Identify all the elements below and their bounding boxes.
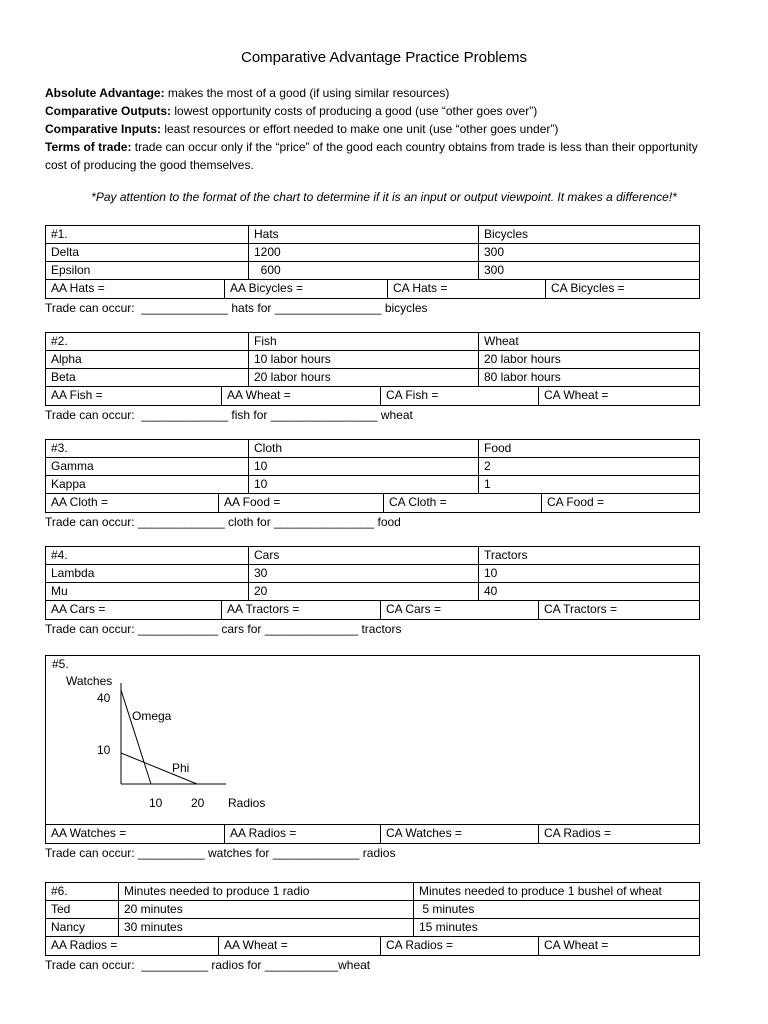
table-cell: 1200	[249, 244, 479, 262]
table-cell: 2	[479, 458, 700, 476]
aa-radios[interactable]: AA Radios =	[51, 938, 118, 952]
ca-second-good[interactable]: CA Bicycles =	[545, 280, 699, 298]
trade-line: Trade can occur: ____________ cars for ______________ tractors	[45, 622, 402, 636]
row-label: Delta	[46, 244, 249, 262]
definition-terms-of-trade: Terms of trade: trade can occur only if the “price” of the good each country obtains from trade is less than their opportunity cost of producing the good themselves.	[45, 140, 698, 172]
ppf-graph	[46, 656, 246, 796]
row-label: Gamma	[46, 458, 249, 476]
row-label: Kappa	[46, 476, 249, 494]
column-header: Minutes needed to produce 1 radio	[119, 883, 414, 901]
table-cell: 10	[479, 565, 700, 583]
answer-row	[45, 387, 700, 406]
problem-table	[45, 225, 700, 280]
problem-2	[45, 332, 700, 424]
table-cell: 300	[479, 262, 700, 280]
column-header: Minutes needed to produce 1 bushel of wheat	[414, 883, 700, 901]
trade-line: Trade can occur: __________ watches for _____________ radios	[45, 846, 396, 860]
table-cell: 10	[249, 458, 479, 476]
problem-table	[45, 882, 700, 937]
definition-absolute-advantage: Absolute Advantage: makes the most of a good (if using similar resources)	[45, 86, 450, 100]
phi-label: Phi	[172, 761, 190, 775]
aa-first-good[interactable]: AA Cloth =	[51, 495, 109, 509]
row-label: Mu	[46, 583, 249, 601]
ca-first-good[interactable]: CA Cars =	[380, 601, 538, 619]
x-tick-label: 10	[149, 796, 163, 810]
omega-label: Omega	[132, 709, 172, 723]
y-tick-label: 40	[97, 691, 111, 705]
aa-first-good[interactable]: AA Hats =	[51, 281, 105, 295]
problem-number: #5.	[52, 657, 69, 671]
x-axis-label: Radios	[228, 796, 266, 810]
table-cell: 20 labor hours	[249, 369, 479, 387]
column-header: Wheat	[479, 333, 700, 351]
answer-row	[45, 280, 700, 299]
row-label: Nancy	[46, 919, 119, 937]
table-cell: 80 labor hours	[479, 369, 700, 387]
problem-table	[45, 546, 700, 601]
problem-6	[45, 882, 700, 974]
table-cell: 20 minutes	[119, 901, 414, 919]
ca-first-good[interactable]: CA Hats =	[387, 280, 545, 298]
answer-row	[45, 601, 700, 620]
ca-radios[interactable]: CA Radios =	[380, 937, 538, 955]
ca-first-good[interactable]: CA Cloth =	[383, 494, 541, 512]
aa-watches[interactable]: AA Watches =	[51, 826, 127, 840]
instruction-note: *Pay attention to the format of the chart to determine if it is an input or output viewpoint. It makes a difference!*	[91, 190, 677, 204]
table-cell: 20 labor hours	[479, 351, 700, 369]
row-label: Beta	[46, 369, 249, 387]
row-label: Epsilon	[46, 262, 249, 280]
column-header: Hats	[249, 226, 479, 244]
ca-radios[interactable]: CA Radios =	[538, 825, 699, 843]
ca-wheat[interactable]: CA Wheat =	[538, 937, 699, 955]
table-cell: 30 minutes	[119, 919, 414, 937]
definitions	[45, 84, 705, 174]
answer-row	[45, 825, 700, 844]
problem-number: #2.	[46, 333, 249, 351]
row-label: Alpha	[46, 351, 249, 369]
problem-4	[45, 546, 700, 638]
table-cell: 10 labor hours	[249, 351, 479, 369]
aa-radios[interactable]: AA Radios =	[224, 825, 380, 843]
problem-1	[45, 225, 700, 317]
row-label: Ted	[46, 901, 119, 919]
problem-number: #6.	[46, 883, 119, 901]
y-axis-label: Watches	[66, 674, 113, 688]
table-cell: 600	[249, 262, 479, 280]
omega-ppf-line	[121, 690, 151, 784]
column-header: Cloth	[249, 440, 479, 458]
column-header: Tractors	[479, 547, 700, 565]
table-cell: 300	[479, 244, 700, 262]
table-cell: 15 minutes	[414, 919, 700, 937]
answer-row	[45, 494, 700, 513]
problem-table	[45, 332, 700, 387]
column-header: Food	[479, 440, 700, 458]
problem-3	[45, 439, 700, 531]
column-header: Cars	[249, 547, 479, 565]
definition-comparative-inputs: Comparative Inputs: least resources or effort needed to make one unit (use “other goes under”)	[45, 122, 559, 136]
table-cell: 30	[249, 565, 479, 583]
table-cell: 20	[249, 583, 479, 601]
ppf-graph-box	[45, 655, 700, 825]
definition-comparative-outputs: Comparative Outputs: lowest opportunity costs of producing a good (use “other goes over”)	[45, 104, 538, 118]
x-tick-label: 20	[191, 796, 205, 810]
table-cell: 5 minutes	[414, 901, 700, 919]
aa-second-good[interactable]: AA Wheat =	[221, 387, 380, 405]
ca-watches[interactable]: CA Watches =	[380, 825, 538, 843]
problem-number: #3.	[46, 440, 249, 458]
answer-row	[45, 937, 700, 956]
ca-second-good[interactable]: CA Food =	[541, 494, 699, 512]
aa-second-good[interactable]: AA Tractors =	[221, 601, 380, 619]
aa-second-good[interactable]: AA Bicycles =	[224, 280, 387, 298]
ca-second-good[interactable]: CA Tractors =	[538, 601, 699, 619]
trade-line: Trade can occur: _____________ fish for ________________ wheat	[45, 408, 413, 422]
table-cell: 10	[249, 476, 479, 494]
problem-number: #1.	[46, 226, 249, 244]
problem-number: #4.	[46, 547, 249, 565]
aa-first-good[interactable]: AA Cars =	[51, 602, 106, 616]
table-cell: 40	[479, 583, 700, 601]
y-tick-label: 10	[97, 743, 111, 757]
problem-table	[45, 439, 700, 494]
trade-line: Trade can occur: _____________ hats for ________________ bicycles	[45, 301, 428, 315]
column-header: Fish	[249, 333, 479, 351]
ca-first-good[interactable]: CA Fish =	[380, 387, 538, 405]
trade-line: Trade can occur: __________ radios for ___________wheat	[45, 958, 371, 972]
column-header: Bicycles	[479, 226, 700, 244]
phi-ppf-line	[121, 753, 197, 784]
page-title: Comparative Advantage Practice Problems	[241, 49, 527, 66]
aa-first-good[interactable]: AA Fish =	[51, 388, 103, 402]
trade-line: Trade can occur: _____________ cloth for _______________ food	[45, 515, 401, 529]
problem-5	[45, 655, 700, 862]
aa-wheat[interactable]: AA Wheat =	[218, 937, 380, 955]
table-cell: 1	[479, 476, 700, 494]
row-label: Lambda	[46, 565, 249, 583]
ca-second-good[interactable]: CA Wheat =	[538, 387, 699, 405]
aa-second-good[interactable]: AA Food =	[218, 494, 383, 512]
